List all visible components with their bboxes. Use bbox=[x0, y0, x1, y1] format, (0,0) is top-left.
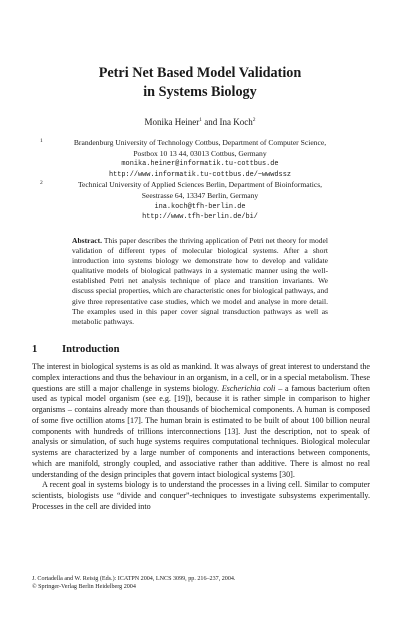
affiliation-2-number: 2 bbox=[40, 180, 43, 187]
title-line-1: Petri Net Based Model Validation bbox=[98, 65, 302, 81]
publication-footer bbox=[32, 575, 370, 591]
affiliation-2-address: Seestrasse 64, 13347 Berlin, Germany bbox=[141, 190, 259, 200]
affiliation-1-address: Postbox 10 13 44, 03013 Cottbus, Germany bbox=[133, 148, 267, 158]
section-number: 1 bbox=[32, 344, 38, 355]
paragraph-1 bbox=[32, 362, 370, 480]
author-1-name: Monika Heiner bbox=[144, 117, 200, 127]
author-2-mark: 2 bbox=[252, 117, 256, 123]
affiliation-2-url[interactable]: http://www.tfh-berlin.de/bi/ bbox=[142, 213, 258, 222]
affiliation-1-email[interactable]: monika.heiner@informatik.tu-cottbus.de bbox=[121, 160, 279, 169]
author-conjunction: and bbox=[201, 117, 220, 127]
title-line-2: in Systems Biology bbox=[143, 84, 257, 100]
section-title: Introduction bbox=[62, 344, 120, 355]
paragraph-2: A recent goal in systems biology is to understand the processes in a living cell. Similar to computer scientists, biologists use “divide and conquer”-techniques to investigate subsystems experimentally. Processes in the cell are divided into bbox=[32, 480, 370, 511]
author-1-mark: 1 bbox=[199, 117, 202, 123]
footer-copyright: © Springer-Verlag Berlin Heidelberg 2004 bbox=[32, 584, 136, 591]
body-text bbox=[32, 362, 370, 513]
footer-citation: J. Cortadella and W. Reisig (Eds.): ICATPN 2004, LNCS 3099, pp. 216–237, 2004. bbox=[32, 576, 236, 582]
author-2-name: Ina Koch bbox=[219, 117, 253, 127]
paragraph-1-text-b: – a famous bacterium often used as typical model organism (see e.g. [19]), because it is rather simple in comparison to higher organisms – contains already more than thousands of biochemical components. A human is composed of some five octillion atoms [17]. The human brain is estimated to be built of about 100 billion neural components with hundreds of trillions interconnections [13]. Just the description, not to speak of analysis or simulation, of such huge systems requires computational techniques. Biological molecular systems are characterized by a large number of components and interactions between components, which are manifold, strongly coupled, and associative rather than additive. There is almost no real understanding of the design principles that govern intact biological systems [30]. bbox=[32, 383, 370, 479]
section-heading bbox=[32, 344, 120, 355]
affiliation-2-institution: Technical University of Applied Sciences Berlin, Department of Bioinformatics, bbox=[77, 180, 323, 190]
affiliation-2 bbox=[40, 180, 360, 222]
paragraph-1-text-a: The interest in biological systems is as old as mankind. It was always of great interest to understand the complex interactions and thus the behaviour in an organism, in a cell, or in a special metabolism. These questions are still a major challenge in systems biology. bbox=[32, 362, 370, 393]
affiliation-1-number: 1 bbox=[40, 138, 43, 144]
affiliation-1-institution: Brandenburg University of Technology Cottbus, Department of Computer Science, bbox=[73, 138, 327, 147]
affiliation-2-email[interactable]: ina.koch@tfh-berlin.de bbox=[154, 202, 246, 211]
abstract-label: Abstract. bbox=[72, 236, 102, 245]
affiliation-1-url[interactable]: http://www.informatik.tu-cottbus.de/~wwwdssz bbox=[109, 170, 291, 179]
abstract-text: This paper describes the thriving application of Petri net theory for model validation of different types of molecular biological systems. After a short introduction into systems biology we demonstrate how to develop and validate qualitative models of biological pathways in a systematic manner using the well-established Petri net analysis technique of place and transition invariants. We discuss special properties, which are characteristic ones for biological pathways, and give three representative case studies, which we model and analyse in more detail. The examples used in this paper cover signal transduction pathways as well as metabolic pathways. bbox=[72, 236, 328, 326]
affiliations bbox=[40, 138, 360, 223]
affiliation-1 bbox=[40, 138, 360, 180]
paper-title bbox=[0, 64, 400, 102]
abstract bbox=[72, 236, 328, 327]
paragraph-1-italic: Escherichia coli bbox=[221, 383, 276, 393]
author-list bbox=[0, 117, 400, 127]
